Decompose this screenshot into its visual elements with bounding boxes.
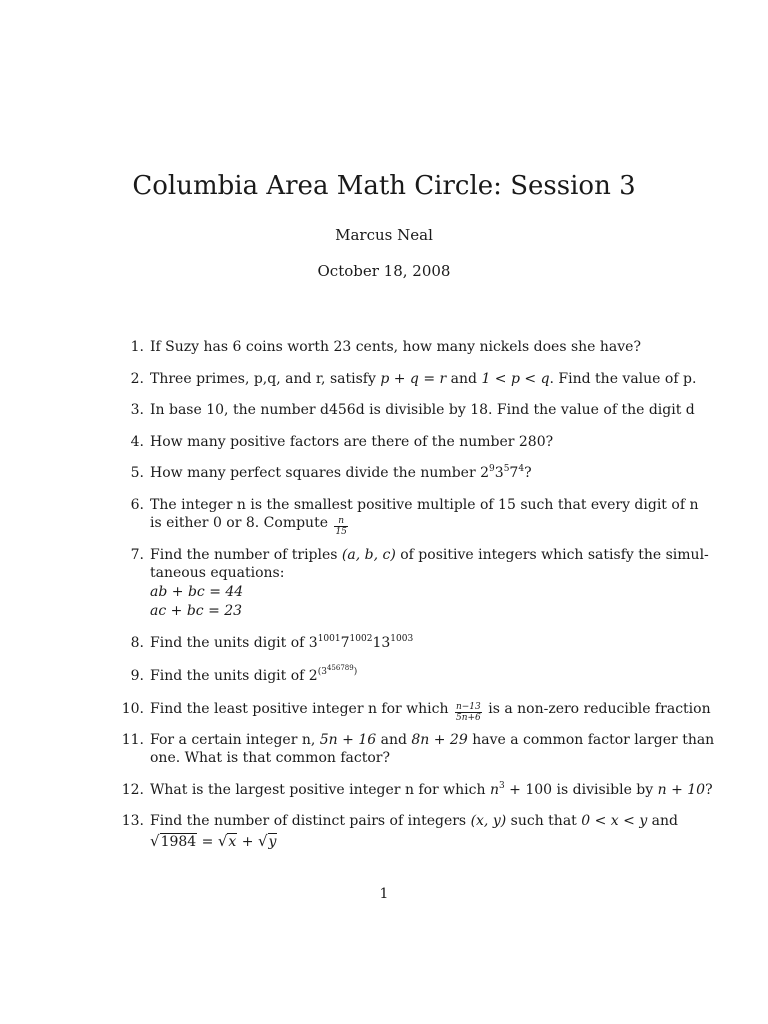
math-expression: 1 < p < q	[481, 371, 550, 387]
document-title: Columbia Area Math Circle: Session 3	[132, 171, 636, 201]
problem-text: How many positive factors are there of the number 280?	[150, 434, 554, 450]
problem-text: Find the number of distinct pairs of integers (x, y) such that 0 < x < y and	[150, 813, 679, 829]
problem-text: For a certain integer n, 5n + 16 and 8n + 29 have a common factor larger than	[150, 732, 715, 748]
problem-number: 11.	[121, 732, 144, 748]
problem-number: 6.	[130, 497, 144, 513]
problem-text: In base 10, the number d456d is divisible by 18. Find the value of the digit d	[150, 402, 695, 418]
math-expression: p + q = r	[380, 371, 447, 387]
problem-text: Find the units digit of $3^{1001}7^{1002}13^{1003}$	[150, 634, 414, 651]
problem-text: Three primes, p,q, and r, satisfy p + q = r and 1 < p < q. Find the value of p.	[150, 371, 697, 387]
problem-text: Find the number of triples (a, b, c) of positive integers which satisfy the simul-	[150, 547, 709, 563]
problem-number: 2.	[130, 371, 144, 387]
problem-number: 12.	[121, 782, 144, 798]
fraction: $\frac{n}{15}$	[335, 516, 347, 537]
problem-number: 7.	[130, 547, 144, 563]
problem-number: 4.	[130, 434, 144, 450]
problem-text: The integer n is the smallest positive multiple of 15 such that every digit of n	[150, 497, 699, 513]
problem-text: How many perfect squares divide the number $2^93^57^4$?	[150, 464, 532, 481]
fraction: $\frac{n-13}{5n+6}$	[455, 702, 481, 723]
problem-number: 3.	[130, 402, 144, 418]
problem-number: 9.	[130, 668, 144, 684]
problem-number: 5.	[130, 465, 144, 481]
author-name: Marcus Neal	[335, 226, 433, 244]
math-expression: √1984 = √x + √y	[150, 832, 277, 850]
problem-text: What is the largest positive integer n for which $n^3 + 100$ is divisible by n + 10?	[150, 781, 713, 798]
problem-text: If Suzy has 6 coins worth 23 cents, how many nickels does she have?	[150, 339, 641, 355]
problem-text: Find the units digit of $2^{(3^{456789})}$	[150, 664, 358, 684]
problem-number: 13.	[121, 813, 144, 829]
problem-number: 1.	[130, 339, 144, 355]
problem-text: Find the least positive integer n for which $\frac{n-13}{5n+6}$ is a non-zero reducible fraction	[150, 701, 711, 723]
problem-number: 10.	[121, 701, 144, 717]
problem-number: 8.	[130, 635, 144, 651]
page-number: 1	[379, 886, 389, 902]
document-date: October 18, 2008	[317, 262, 451, 280]
